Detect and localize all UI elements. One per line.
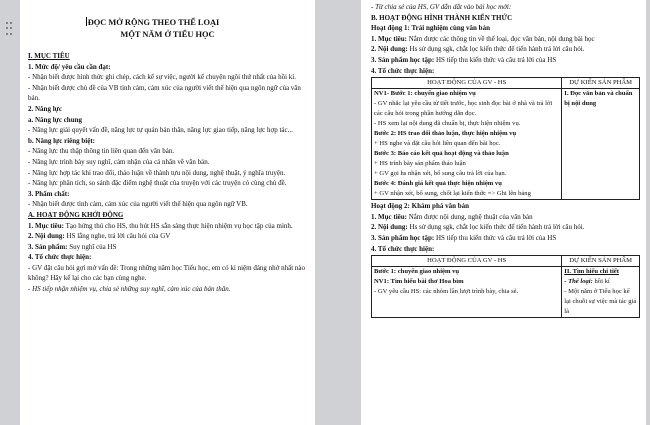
document-page-right [361, 0, 646, 425]
activity-2-title: Hoạt động 2: Khám phá văn bản [371, 202, 470, 211]
paragraph: - Năng lực hợp tác khi trao đổi, thảo luận về thành tựu nội dung, nghệ thuật, ý nghĩa truyện. [28, 168, 286, 177]
table-cell: II. Tìm hiểu chi tiết - Thể loại: hồi kí - Một năm ở Tiểu học kể lại chuỗi sự việc mà tác giả là [562, 267, 640, 318]
table-header-cell: DỰ KIẾN SẢN PHẨM [562, 256, 640, 267]
lesson-title-line-1: ĐỌC MỞ RỘNG THEO THỂ LOẠI [87, 18, 220, 27]
paragraph: 2. Nội dung: Hs sử dụng sgk, chắt lọc kiến thức để tiến hành trả lời câu hỏi. [371, 45, 585, 54]
paragraph: - HS tiếp nhận nhiệm vụ, chia sẻ những suy nghĩ, cảm xúc của bản thân. [28, 285, 231, 294]
drag-handle-icon[interactable] [6, 22, 12, 36]
paragraph: - GV đặt câu hỏi gợi mở vấn đề: Trong những năm học Tiểu học, em có kỉ niệm đáng nhớ nhất nào không? Hãy kể lại cho các bạn cùng nghe. [28, 263, 306, 283]
table-header-cell: DỰ KIẾN SẢN PHẨM [562, 78, 640, 89]
paragraph: - Năng lực giải quyết vấn đề, năng lực tự quản bản thân, năng lực giao tiếp, năng lực hợp tác... [28, 126, 293, 135]
paragraph: 1. Mục tiêu: Nắm được các thông tin về thể loại, đọc văn bản, nội dung bài học [371, 34, 595, 43]
subheading-organization: 4. Tổ chức thực hiện: [28, 253, 92, 262]
paragraph: - Nhận biết được hình thức ghi chép, cách kể sự việc, người kể chuyện ngôi thứ nhất của hồi kí. [28, 73, 296, 82]
paragraph: - Năng lực phân tích, so sánh đặc điểm nghệ thuật của truyện với các truyện có cùng chủ đề. [28, 179, 287, 188]
activity-2-table [371, 255, 640, 318]
section-heading-knowledge: B. HOẠT ĐỘNG HÌNH THÀNH KIẾN THỨC [371, 13, 513, 22]
paragraph: 3. Sản phẩm học tập: HS tiếp thu kiến thức và câu trả lời của HS [371, 233, 557, 242]
table-cell: Bước 1: chuyển giao nhiệm vụ NV1: Tìm hiểu bài thơ Hoa bìm - GV yêu cầu HS: các nhóm lần lượt trình bày, chia sẻ. [372, 267, 562, 318]
section-heading-warmup: A. HOẠT ĐỘNG KHỞI ĐỘNG [28, 210, 124, 219]
paragraph: - Năng lực thu thập thông tin liên quan đến văn bản. [28, 147, 175, 156]
lesson-title-line-2: MỘT NĂM Ở TIỂU HỌC [120, 30, 215, 39]
activity-1-title: Hoạt động 1: Trải nghiệm cùng văn bản [371, 24, 490, 33]
subheading-level: 1. Mức độ/ yêu cầu cần đạt: [28, 62, 111, 71]
paragraph: - Từ chia sẻ của HS, GV dẫn dắt vào bài học mới: [371, 3, 512, 11]
subheading-organization: 4. Tổ chức thực hiện: [371, 244, 435, 253]
paragraph: 1. Mục tiêu: Nắm được nội dung, nghệ thuật của văn bản [371, 212, 533, 221]
subheading-quality: 3. Phẩm chất: [28, 189, 70, 198]
table-header-cell: HOẠT ĐỘNG CỦA GV - HS [372, 78, 562, 89]
paragraph: 2. Nội dung: Hs sử dụng sgk, chắt lọc kiến thức để tiến hành trả lời câu hỏi. [371, 223, 585, 232]
paragraph: 3. Sản phẩm: Suy nghĩ của HS [28, 242, 117, 251]
subheading-organization: 4. Tổ chức thực hiện: [371, 66, 435, 75]
document-page-left [20, 0, 315, 425]
text-cursor [86, 17, 87, 26]
table-cell: I. Đọc văn bản và chuẩn bị nội dung [562, 89, 640, 200]
paragraph: - Nhận biết được tình cảm, cảm xúc của người viết thể hiện qua ngôn ngữ VB. [28, 200, 248, 209]
paragraph: 2. Nội dung: HS lắng nghe, trả lời câu hỏi của GV [28, 232, 171, 241]
paragraph: 3. Sản phẩm học tập: HS tiếp thu kiến thức và câu trả lời của HS [371, 55, 557, 64]
paragraph: 1. Mục tiêu: Tạo hứng thú cho HS, thu hút HS sẵn sàng thực hiện nhiệm vụ học tập của mình. [28, 221, 293, 230]
subheading-general-competency: a. Năng lực chung [28, 115, 82, 124]
section-heading-objectives: I. MỤC TIÊU [28, 52, 70, 60]
subheading-specific-competency: b. Năng lực riêng biệt: [28, 136, 96, 145]
table-header-cell: HOẠT ĐỘNG CỦA GV - HS [372, 256, 562, 267]
table-cell: NV1- Bước 1: chuyển giao nhiệm vụ - GV nhắc lại yêu cầu từ tiết trước, học sinh đọc bài ở nhà và trả lời các câu hỏi trong phần hướng dẫn đọc. - HS xem lại nội dung đã chuẩn bị, thực hiện nhiệm vụ. Bước 2: HS trao đổi thảo luận, thực hiện nhiệm vụ + HS nghe và đặt câu hỏi liên quan đến bài học. Bước 3: Báo cáo kết quả hoạt động và thảo luận + HS trình bày sản phẩm thảo luận + GV gọi hs nhận xét, bổ sung câu trả lời của bạn. Bước 4: Đánh giá kết quả thực hiện nhiệm vụ + GV nhận xét, bổ sung, chốt lại kiến thức => Ghi lên bảng [372, 89, 562, 200]
subheading-competency: 2. Năng lực [28, 104, 62, 113]
paragraph: - Năng lực trình bày suy nghĩ, cảm nhận của cá nhân về văn bản. [28, 157, 210, 166]
paragraph: - Nhận biết được chủ đề của VB tình cảm, cảm xúc của người viết thể hiện qua ngôn ngữ của văn bản. [28, 83, 301, 103]
activity-1-table [371, 77, 640, 200]
